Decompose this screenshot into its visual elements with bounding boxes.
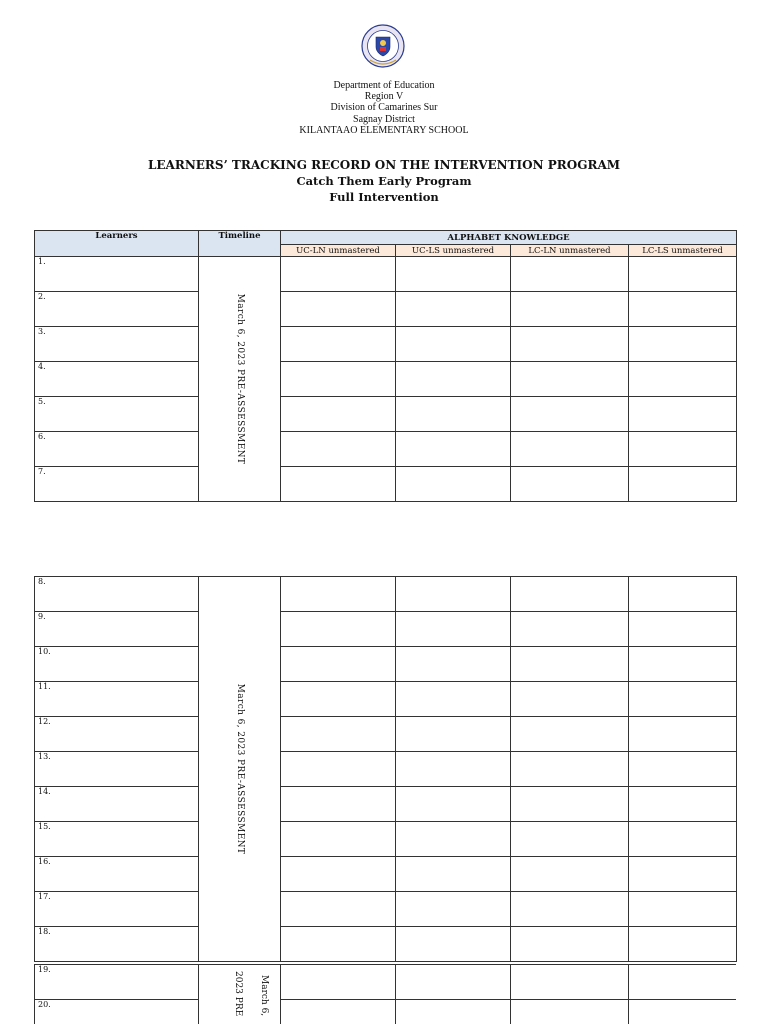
document-header — [0, 80, 768, 136]
cell[interactable] — [629, 577, 737, 612]
cell[interactable] — [396, 965, 511, 1000]
cell[interactable] — [281, 857, 396, 892]
learner-row-5[interactable]: 5. — [35, 397, 199, 432]
cell[interactable] — [396, 612, 511, 647]
cell[interactable] — [629, 965, 737, 1000]
department-name: Department of Education — [333, 80, 435, 91]
cell[interactable] — [629, 1000, 737, 1024]
region-name: Region V — [364, 91, 404, 103]
timeline-cell-bottom — [199, 577, 281, 962]
cell[interactable] — [281, 822, 396, 857]
timeline-column-header: Timeline — [199, 231, 281, 257]
cell[interactable] — [281, 467, 396, 502]
cell[interactable] — [396, 292, 511, 327]
cell[interactable] — [511, 467, 629, 502]
learner-row-4[interactable]: 4. — [35, 362, 199, 397]
cell[interactable] — [511, 362, 629, 397]
cell[interactable] — [629, 397, 737, 432]
tracking-table-top — [34, 230, 737, 502]
division-name: Division of Camarines Sur — [330, 102, 438, 114]
cell[interactable] — [281, 717, 396, 752]
alphabet-knowledge-header: ALPHABET KNOWLEDGE — [281, 231, 737, 245]
learner-row-3[interactable]: 3. — [35, 327, 199, 362]
cell[interactable] — [511, 647, 629, 682]
timeline-partial-date: March 6, — [259, 975, 269, 1017]
cell[interactable] — [396, 327, 511, 362]
cell[interactable] — [511, 292, 629, 327]
cell[interactable] — [396, 257, 511, 292]
learner-row-7[interactable]: 7. — [35, 467, 199, 502]
continuation-table — [34, 964, 736, 1024]
cell[interactable] — [396, 647, 511, 682]
learner-row-2[interactable]: 2. — [35, 292, 199, 327]
cell[interactable] — [511, 682, 629, 717]
cell[interactable] — [511, 752, 629, 787]
timeline-cell-continuation — [199, 965, 281, 1024]
cell[interactable] — [511, 717, 629, 752]
cell[interactable] — [629, 257, 737, 292]
cell[interactable] — [281, 682, 396, 717]
cell[interactable] — [281, 752, 396, 787]
cell[interactable] — [629, 362, 737, 397]
cell[interactable] — [511, 397, 629, 432]
cell[interactable] — [281, 257, 396, 292]
learner-row-12[interactable]: 12. — [35, 717, 199, 752]
learner-row-18[interactable]: 18. — [35, 927, 199, 962]
cell[interactable] — [511, 257, 629, 292]
intervention-type: Full Intervention — [329, 190, 439, 204]
cell[interactable] — [511, 612, 629, 647]
cell[interactable] — [396, 892, 511, 927]
learner-row-10[interactable]: 10. — [35, 647, 199, 682]
cell[interactable] — [281, 612, 396, 647]
cell[interactable] — [629, 467, 737, 502]
learner-row-20[interactable]: 20. — [35, 1000, 199, 1024]
lc-ls-header: LC-LS unmastered — [629, 245, 737, 257]
cell[interactable] — [396, 1000, 511, 1024]
uc-ln-header: UC-LN unmastered — [281, 245, 396, 257]
cell[interactable] — [629, 927, 737, 962]
cell[interactable] — [511, 577, 629, 612]
cell[interactable] — [629, 822, 737, 857]
cell[interactable] — [396, 752, 511, 787]
cell[interactable] — [511, 857, 629, 892]
uc-ls-header: UC-LS unmastered — [396, 245, 511, 257]
cell[interactable] — [281, 432, 396, 467]
cell[interactable] — [396, 467, 511, 502]
cell[interactable] — [629, 612, 737, 647]
cell[interactable] — [629, 682, 737, 717]
cell[interactable] — [281, 327, 396, 362]
school-name: KILANTAAO ELEMENTARY SCHOOL — [299, 124, 469, 136]
cell[interactable] — [511, 965, 629, 1000]
cell[interactable] — [629, 857, 737, 892]
cell[interactable] — [281, 577, 396, 612]
cell[interactable] — [629, 647, 737, 682]
learners-column-header: Learners — [35, 231, 199, 257]
cell[interactable] — [396, 927, 511, 962]
learner-row-8[interactable]: 8. — [35, 577, 199, 612]
cell[interactable] — [281, 292, 396, 327]
lc-ln-header: LC-LN unmastered — [511, 245, 629, 257]
cell[interactable] — [281, 787, 396, 822]
cell[interactable] — [511, 1000, 629, 1024]
cell[interactable] — [281, 1000, 396, 1024]
cell[interactable] — [511, 927, 629, 962]
timeline-label: March 6, 2023 PRE-ASSESSMENT — [234, 293, 245, 465]
program-title: Catch Them Early Program — [296, 174, 472, 188]
learner-row-11[interactable]: 11. — [35, 682, 199, 717]
learner-row-13[interactable]: 13. — [35, 752, 199, 787]
cell[interactable] — [629, 292, 737, 327]
tracking-table-continuation — [34, 964, 736, 1024]
cell[interactable] — [396, 397, 511, 432]
cell[interactable] — [281, 647, 396, 682]
cell[interactable] — [281, 362, 396, 397]
cell[interactable] — [281, 892, 396, 927]
learner-row-9[interactable]: 9. — [35, 612, 199, 647]
district-name: Sagnay District — [353, 113, 415, 125]
cell[interactable] — [396, 577, 511, 612]
cell[interactable] — [396, 787, 511, 822]
cell[interactable] — [511, 327, 629, 362]
cell[interactable] — [281, 397, 396, 432]
cell[interactable] — [511, 822, 629, 857]
cell[interactable] — [629, 432, 737, 467]
cell[interactable] — [629, 752, 737, 787]
cell[interactable] — [511, 892, 629, 927]
cell[interactable] — [511, 432, 629, 467]
timeline-partial-label: 2023 PRE — [233, 971, 243, 1017]
learner-row-17[interactable]: 17. — [35, 892, 199, 927]
learner-row-1[interactable]: 1. — [35, 257, 199, 292]
document-titles — [0, 157, 768, 205]
cell[interactable] — [396, 682, 511, 717]
learner-row-19[interactable]: 19. — [35, 965, 199, 1000]
cell[interactable] — [396, 857, 511, 892]
timeline-cell-top — [199, 257, 281, 502]
timeline-label: March 6, 2023 PRE-ASSESSMENT — [234, 683, 245, 855]
cell[interactable] — [396, 362, 511, 397]
cell[interactable] — [396, 432, 511, 467]
cell[interactable] — [629, 717, 737, 752]
cell[interactable] — [281, 927, 396, 962]
learner-row-16[interactable]: 16. — [35, 857, 199, 892]
cell[interactable] — [511, 787, 629, 822]
cell[interactable] — [629, 892, 737, 927]
cell[interactable] — [281, 965, 396, 1000]
learner-row-14[interactable]: 14. — [35, 787, 199, 822]
deped-seal-logo — [361, 24, 405, 68]
tracking-table-bottom — [34, 576, 737, 962]
cell[interactable] — [629, 787, 737, 822]
cell[interactable] — [629, 327, 737, 362]
learner-row-6[interactable]: 6. — [35, 432, 199, 467]
cell[interactable] — [396, 822, 511, 857]
cell[interactable] — [396, 717, 511, 752]
learner-row-15[interactable]: 15. — [35, 822, 199, 857]
main-title: LEARNERS’ TRACKING RECORD ON THE INTERVENTION PROGRAM — [147, 158, 621, 172]
